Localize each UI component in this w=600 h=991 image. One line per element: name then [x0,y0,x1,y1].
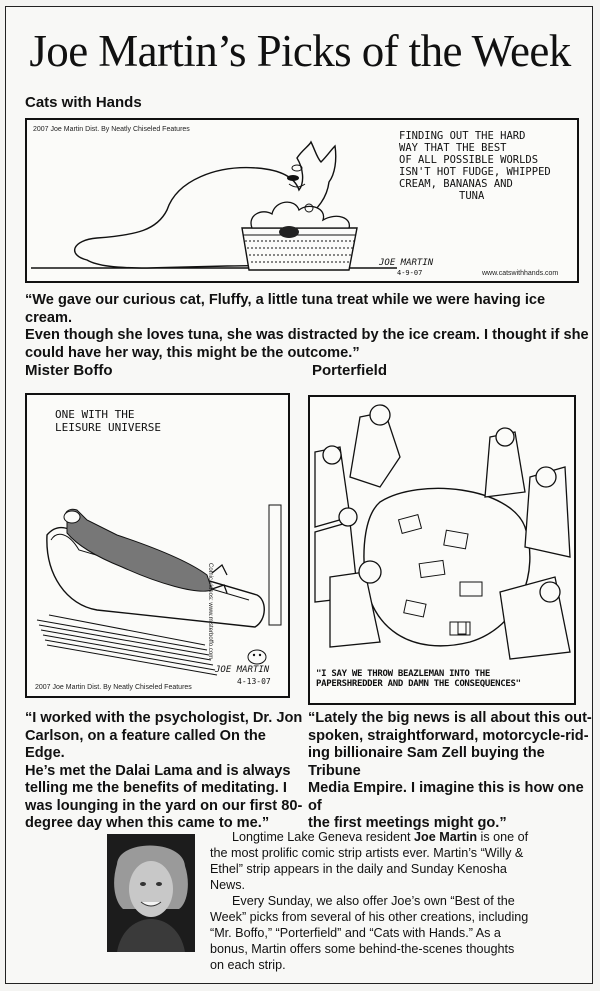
boffo-copyright: 2007 Joe Martin Dist. By Neatly Chiseled Features [35,684,192,691]
cats-heading: Cats with Hands [25,94,142,111]
cats-caption [399,130,551,202]
porterfield-caption-line: "I SAY WE THROW BEAZLEMAN INTO THE [316,669,491,679]
cats-quote-line: “We gave our curious cat, Fluffy, a little tuna treat while we were having ice cream. [25,292,546,326]
boffo-quote-line: “I worked with the psychologist, Dr. Jon [25,710,303,726]
porterfield-quote-line: “Lately the big news is all about this out- [308,710,592,726]
author-bio [210,829,530,973]
porterfield-comic-panel [308,395,576,705]
boffo-side-url: Comic videos: www.misterboffo.com [207,563,213,660]
boffo-comic-panel [25,393,290,698]
cats-quote [25,292,590,362]
page-title: Joe Martin’s Picks of the Week [29,26,571,76]
cats-caption-line: OF ALL POSSIBLE WORLDS [399,154,539,167]
porterfield-quote-line: spoken, straightforward, motorcycle-rid- [308,727,589,744]
author-portrait-drawing [107,834,195,952]
cats-caption-line: CREAM, BANANAS AND [399,178,513,191]
boffo-quote-line: degree day when this came to me.” [25,815,270,831]
author-photo [107,834,195,952]
cats-copyright: 2007 Joe Martin Dist. By Neatly Chiseled Features [33,126,190,133]
porterfield-comic-drawing [310,397,574,703]
boffo-caption-line: ONE WITH THE [55,408,135,421]
cats-quote-line: Even though she loves tuna, she was distracted by the ice cream. I thought if she [25,327,589,343]
boffo-date: 4-13-07 [237,677,271,686]
boffo-quote-line: He’s met the Dalai Lama and is always [25,762,291,779]
boffo-quote-line: was lounging in the yard on our first 80- [25,797,303,814]
porterfield-quote-line: Media Empire. I imagine this is how one of [308,780,584,814]
boffo-quote-line: telling me the benefits of meditating. I [25,780,287,796]
porterfield-caption [316,669,521,690]
boffo-quote [25,710,305,833]
boffo-heading: Mister Boffo [25,362,113,379]
cats-signature: JOE MARTIN [379,258,434,268]
porterfield-quote [308,710,593,833]
cats-comic-panel [25,118,579,283]
boffo-quote-line: Carlson, on a feature called On the Edge. [25,727,266,761]
cats-caption-line: FINDING OUT THE HARD [399,130,526,142]
boffo-comic-drawing [27,395,288,696]
cats-date: 4-9-07 [397,269,423,277]
cats-url: www.catswithhands.com [482,270,559,277]
cats-caption-line: WAY THAT THE BEST [399,142,507,155]
cats-caption-line: TUNA [459,190,485,203]
boffo-signature: JOE MARTIN [215,665,270,675]
bio-text: Longtime Lake Geneva resident [232,830,415,844]
porterfield-quote-line: ing billionaire Sam Zell buying the Tribune [308,745,545,779]
porterfield-caption-line: PAPERSHREDDER AND DAMN THE CONSEQUENCES" [316,679,521,690]
bio-paragraph-2: Every Sunday, we also offer Joe’s own “Best of the Week” picks from several of his other creations, including “Mr. Boffo,” “Porterfield” and “Cats with Hands.” As a bonus, Martin offers some behind-the-scenes thoughts on each strip. [210,894,529,972]
boffo-caption-line: LEISURE UNIVERSE [55,420,161,434]
porterfield-heading: Porterfield [312,362,388,379]
author-name: Joe Martin [414,830,478,844]
porterfield-quote-line: the first meetings might go.” [308,815,507,831]
cats-quote-line: could have her way, this might be the outcome.” [25,344,360,361]
bio-text: is one of the most prolific comic strip artists ever. Martin’s “Willy & Ethel” strip appears in the daily and Sunday Kenosha News. [210,830,529,892]
bio-paragraph-1 [210,829,530,893]
cats-caption-line: ISN'T HOT FUDGE, WHIPPED [399,166,551,179]
boffo-caption [55,409,161,434]
